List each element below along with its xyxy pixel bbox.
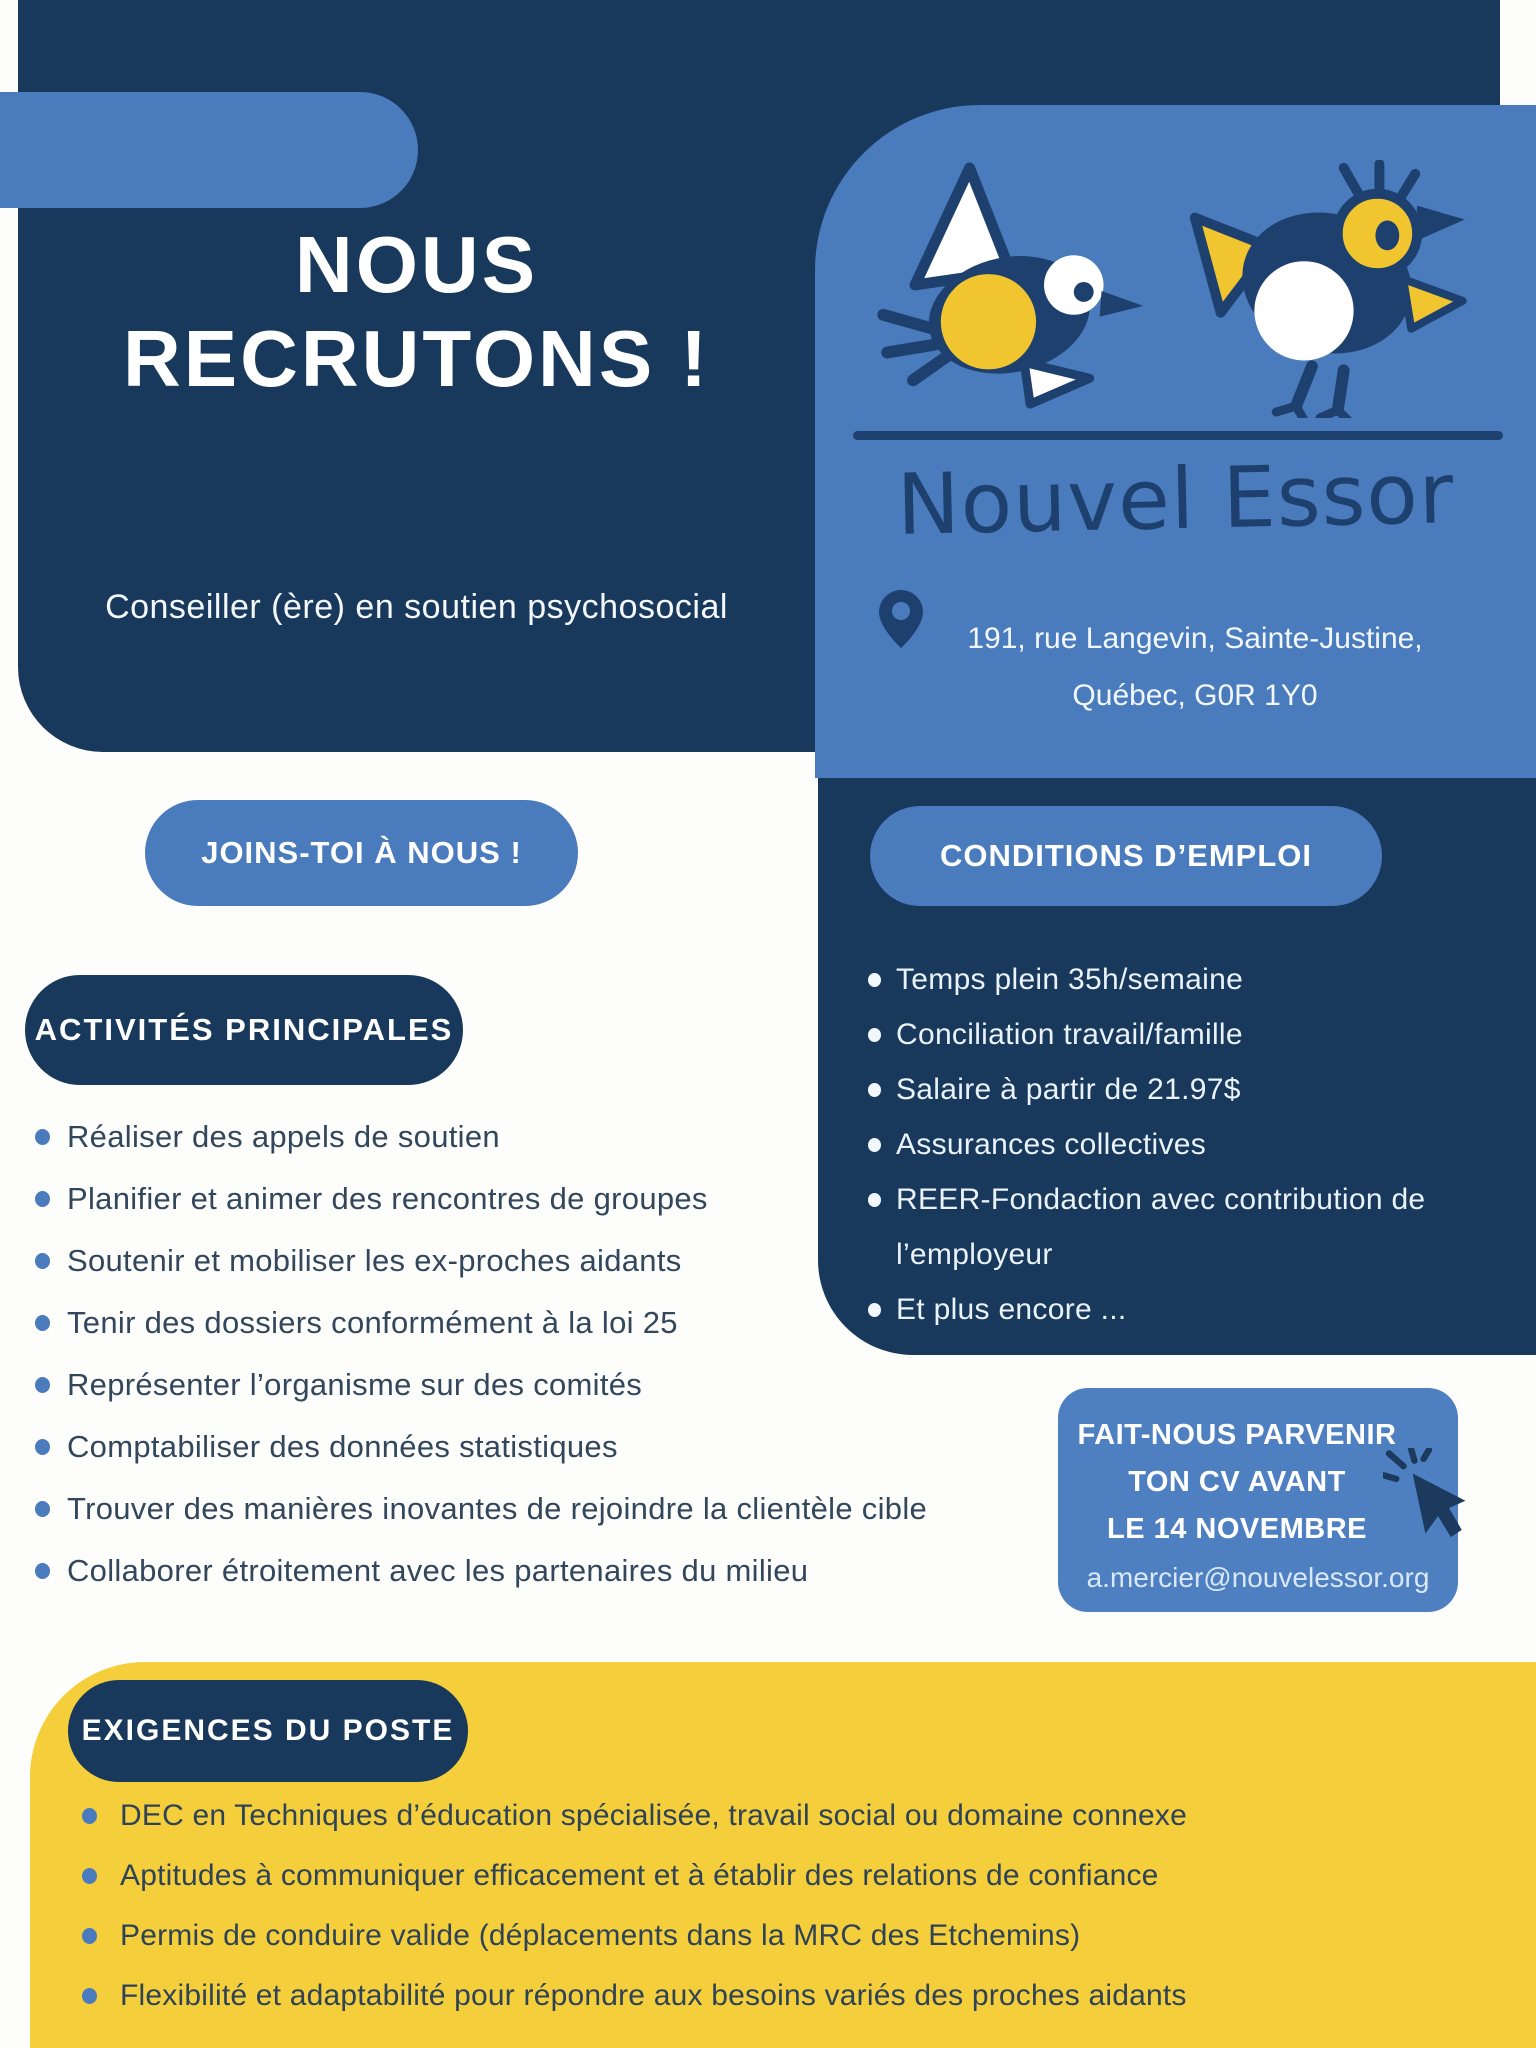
two-birds-logo-icon [855, 160, 1495, 418]
list-item: Conciliation travail/famille [866, 1007, 1426, 1062]
brand-name: Nouvel Essor [895, 444, 1456, 554]
logo-divider [853, 431, 1503, 440]
headline-line1: NOUS [294, 220, 539, 309]
list-item: DEC en Techniques d’éducation spécialisée, travail social ou domaine connexe [80, 1786, 1520, 1846]
cv-line2: TON CV AVANT [1128, 1466, 1346, 1498]
list-item: Représenter l’organisme sur des comités [35, 1354, 1115, 1416]
headline [18, 218, 815, 406]
list-item: Réaliser des appels de soutien [35, 1106, 1115, 1168]
job-title: Conseiller (ère) en soutien psychosocial [105, 588, 728, 626]
list-item: Salaire à partir de 21.97$ [866, 1062, 1426, 1117]
list-item: REER-Fondaction avec contribution de l’employeur [866, 1172, 1426, 1282]
list-item: Planifier et animer des rencontres de groupes [35, 1168, 1115, 1230]
join-us-banner: JOINS-TOI À NOUS ! [145, 800, 578, 906]
list-item: Aptitudes à communiquer efficacement et à établir des relations de confiance [80, 1846, 1520, 1906]
cursor-click-icon [1383, 1448, 1475, 1548]
decorative-pill [0, 92, 418, 208]
brand-panel-content [815, 105, 1536, 778]
headline-line2: RECRUTONS ! [122, 314, 711, 403]
cv-line3: LE 14 NOVEMBRE [1107, 1513, 1367, 1545]
list-item: Collaborer étroitement avec les partenaires du milieu [35, 1540, 1115, 1602]
list-item: Et plus encore ... [866, 1282, 1426, 1337]
conditions-list [866, 952, 1426, 1337]
requirements-title: EXIGENCES DU POSTE [68, 1680, 468, 1782]
address [915, 610, 1475, 724]
activities-title: ACTIVITÉS PRINCIPALES [25, 975, 463, 1085]
requirements-list [80, 1786, 1520, 2026]
address-line2: Québec, G0R 1Y0 [1072, 679, 1318, 712]
list-item: Tenir des dossiers conformément à la loi 25 [35, 1292, 1115, 1354]
list-item: Comptabiliser des données statistiques [35, 1416, 1115, 1478]
address-line1: 191, rue Langevin, Sainte-Justine, [967, 622, 1423, 655]
cv-callout-text [1072, 1412, 1402, 1553]
list-item: Soutenir et mobiliser les ex-proches aidants [35, 1230, 1115, 1292]
contact-email: a.mercier@nouvelessor.org [1086, 1562, 1430, 1593]
list-item: Permis de conduire valide (déplacements dans la MRC des Etchemins) [80, 1906, 1520, 1966]
list-item: Temps plein 35h/semaine [866, 952, 1426, 1007]
list-item: Trouver des manières inovantes de rejoindre la clientèle cible [35, 1478, 1115, 1540]
conditions-title: CONDITIONS D’EMPLOI [870, 806, 1382, 906]
list-item: Assurances collectives [866, 1117, 1426, 1172]
cv-line1: FAIT-NOUS PARVENIR [1077, 1419, 1397, 1451]
list-item: Flexibilité et adaptabilité pour répondre aux besoins variés des proches aidants [80, 1966, 1520, 2026]
